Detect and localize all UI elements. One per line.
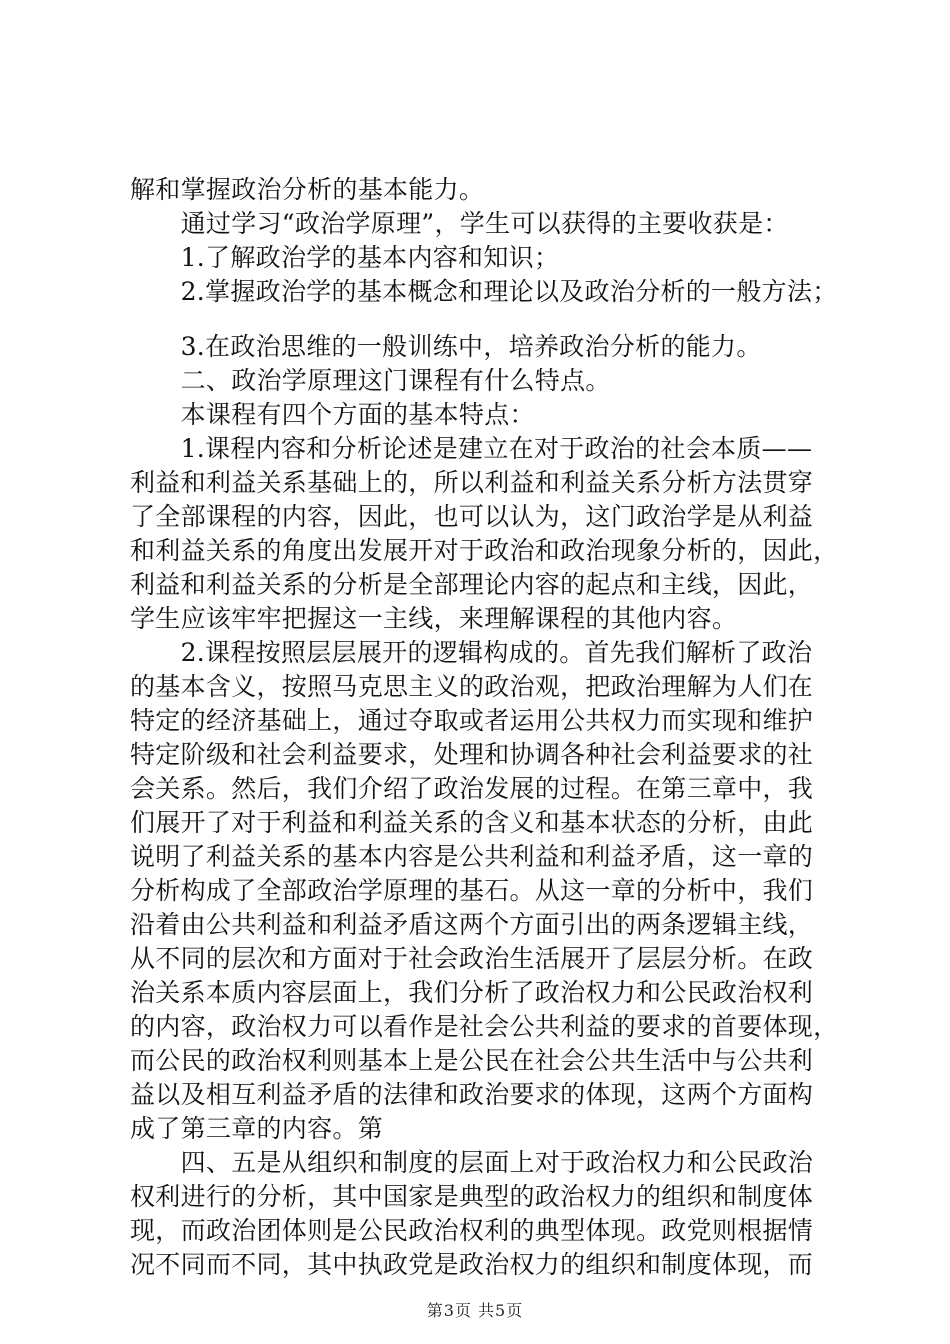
text-line: 二、政治学原理这门课程有什么特点。	[130, 366, 611, 395]
text-line: 的基本含义，按照马克思主义的政治观，把政治理解为人们在	[130, 672, 814, 701]
text-line: 沿着由公共利益和利益矛盾这两个方面引出的两条逻辑主线，	[130, 910, 814, 939]
text-line: 会关系。然后，我们介绍了政治发展的过程。在第三章中，我	[130, 774, 814, 803]
text-line: 的内容，政治权力可以看作是社会公共利益的要求的首要体现，	[130, 1012, 839, 1041]
text-line: 们展开了对于利益和利益关系的含义和基本状态的分析，由此	[130, 808, 814, 837]
text-line: 四、五是从组织和制度的层面上对于政治权力和公民政治	[130, 1148, 814, 1177]
text-line: 学生应该牢牢把握这一主线，来理解课程的其他内容。	[130, 604, 738, 633]
text-line: 利益和利益关系的分析是全部理论内容的起点和主线，因此，	[130, 570, 814, 599]
text-line: 2.课程按照层层展开的逻辑构成的。首先我们解析了政治	[130, 638, 813, 667]
text-line: 而公民的政治权利则基本上是公民在社会公共生活中与公共利	[130, 1046, 814, 1075]
text-line: 3.在政治思维的一般训练中，培养政治分析的能力。	[130, 332, 762, 361]
text-line: 从不同的层次和方面对于社会政治生活展开了层层分析。在政	[130, 944, 814, 973]
text-line: 说明了利益关系的基本内容是公共利益和利益矛盾，这一章的	[130, 842, 814, 871]
text-line: 现，而政治团体则是公民政治权利的典型体现。政党则根据情	[130, 1216, 814, 1245]
text-line: 益以及相互利益矛盾的法律和政治要求的体现，这两个方面构	[130, 1080, 814, 1109]
text-line: 分析构成了全部政治学原理的基石。从这一章的分析中，我们	[130, 876, 814, 905]
text-line: 1.课程内容和分析论述是建立在对于政治的社会本质——	[130, 434, 813, 463]
text-line: 特定阶级和社会利益要求，处理和协调各种社会利益要求的社	[130, 740, 814, 769]
text-line: 成了第三章的内容。第	[130, 1114, 384, 1143]
text-line: 解和掌握政治分析的基本能力。	[130, 175, 485, 204]
text-line: 通过学习“政治学原理”，学生可以获得的主要收获是：	[130, 209, 789, 238]
text-line: 2.掌握政治学的基本概念和理论以及政治分析的一般方法；	[130, 277, 838, 306]
text-line: 和利益关系的角度出发展开对于政治和政治现象分析的，因此，	[130, 536, 839, 565]
text-line: 治关系本质内容层面上，我们分析了政治权力和公民政治权利	[130, 978, 814, 1007]
text-line: 利益和利益关系基础上的，所以利益和利益关系分析方法贯穿	[130, 468, 814, 497]
text-line: 1.了解政治学的基本内容和知识；	[130, 243, 560, 272]
text-line: 本课程有四个方面的基本特点：	[130, 400, 535, 429]
text-line: 特定的经济基础上，通过夺取或者运用公共权力而实现和维护	[130, 706, 814, 735]
text-line: 了全部课程的内容，因此，也可以认为，这门政治学是从利益	[130, 502, 814, 531]
page-footer: 第3页 共5页	[426, 1301, 524, 1320]
text-line: 权利进行的分析，其中国家是典型的政治权力的组织和制度体	[130, 1182, 814, 1211]
text-line: 况不同而不同，其中执政党是政治权力的组织和制度体现，而	[130, 1250, 814, 1279]
